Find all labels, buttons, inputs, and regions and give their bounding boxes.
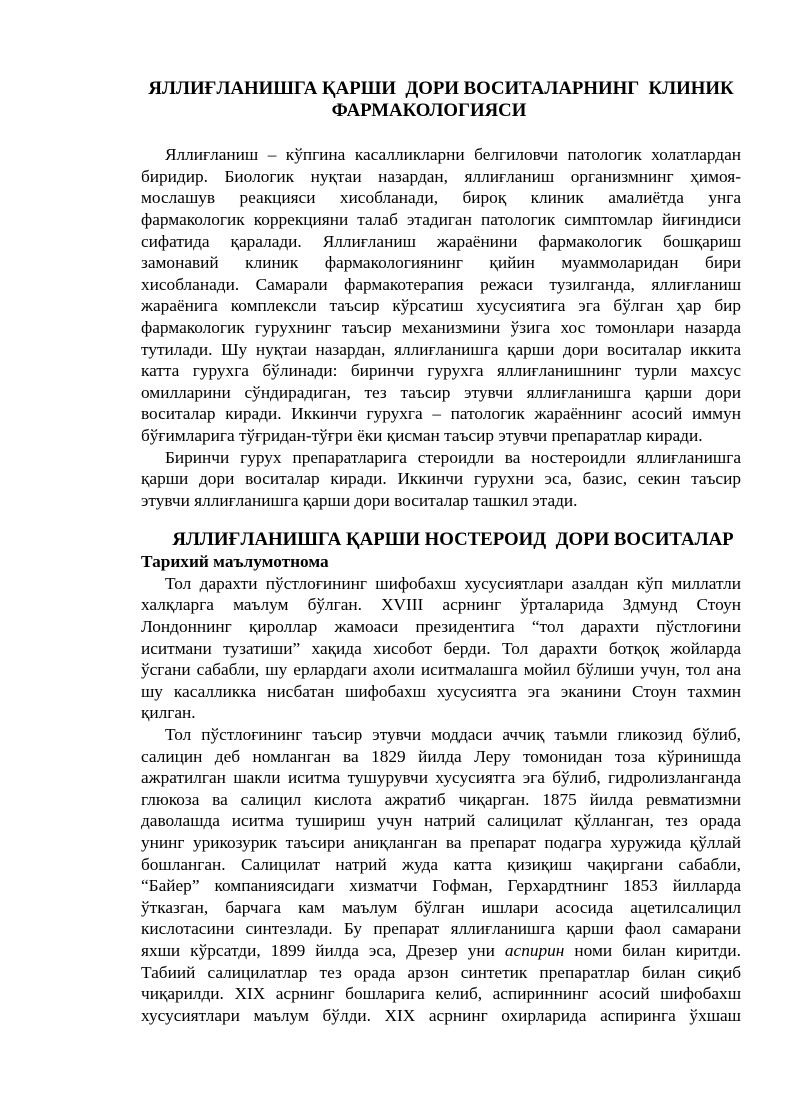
- document-body: [141, 78, 741, 1026]
- paragraph-line: замонавий клиник фармакологиянинг қийин муаммоларидан бири: [141, 253, 741, 273]
- paragraph-line: халқларга маълум бўлган. XVIII асрнинг ўрталарида Здмунд Стоун: [141, 595, 741, 615]
- paragraph-4: [141, 724, 741, 1026]
- paragraph-line: шу касалликка нисбатан шифобахш хусусиятга эга эканини Стоун тахмин: [141, 681, 741, 701]
- paragraph-line: қарши дори воситалар киради. Иккинчи гурухни эса, базис, секин таъсир: [141, 469, 741, 489]
- paragraph-line: бошланган. Салицилат натрий жуда катта қизиқиш чақиргани сабабли,: [141, 854, 741, 874]
- paragraph-line: ажратилган шакли иситма тушурувчи хусусиятга эга бўлиб, гидролизланганда: [141, 768, 741, 788]
- line-text: номи билан киритди.: [564, 940, 741, 960]
- paragraph-line: фармакологик гурухнинг таъсир механизмини ўзига хос томонлари назарда: [141, 317, 741, 337]
- paragraph-line: этувчи яллиғланишга қарши дори воситалар ташкил этади.: [141, 490, 578, 510]
- paragraph-line: Лондоннинг қироллар жамоаси президентига “тол дарахти пўстлоғини: [141, 617, 741, 637]
- paragraph-3: [141, 573, 741, 724]
- paragraph-line: глюкоза ва салицил кислота ажратиб чиқарган. 1875 йилда ревматизмни: [141, 789, 741, 809]
- section-subheading: Тарихий маълумотнома: [141, 552, 329, 572]
- paragraph-line: хусусиятлари маълум бўлди. XIX асрнинг охирларида аспиринга ўхшаш: [141, 1005, 741, 1025]
- paragraph-line: даволашда иситма тушириш учун натрий салицилат қўлланган, тез орада: [141, 811, 741, 831]
- paragraph-1: [141, 144, 741, 446]
- paragraph-line: иситмани тузатиши” хақида хисобот берди. Тол дарахти ботқоқ жойларда: [141, 638, 741, 658]
- paragraph-line: ўтказган, барчага кам маълум бўлган ишлари асосида ацетилсалицил: [141, 897, 741, 917]
- paragraph-line: хисобланади. Самарали фармакотерапия режаси тузилганда, яллиғланиш: [141, 274, 741, 294]
- paragraph-line: “Байер” компаниясидаги хизматчи Гофман, Герхардтнинг 1853 йилларда: [141, 876, 741, 896]
- paragraph-line: унинг урикозурик таъсири аниқланган ва препарат подагра хуружида қўллай: [141, 833, 741, 852]
- line-text: яхши кўрсатди, 1899 йилда эса, Дрезер уни: [141, 940, 505, 960]
- paragraph-line: қилган.: [141, 703, 196, 723]
- paragraph-line: бўғимларига тўғридан-тўғри ёки қисман таъсир этувчи препаратлар киради.: [141, 425, 703, 445]
- paragraph-line: Яллиғланиш – кўпгина касалликларни белгиловчи патологик холатлардан: [165, 145, 741, 165]
- paragraph-line: Тол дарахти пўстлоғининг шифобахш хусусиятлари азалдан кўп миллатли: [165, 573, 741, 593]
- paragraph-line: сифатида қаралади. Яллиғланиш жараёнини фармакологик бошқариш: [141, 231, 741, 251]
- paragraph-line: жараёнига комплексли таъсир кўрсатиш хусусиятига эга бўлган ҳар бир: [141, 296, 741, 316]
- paragraph-line: тутилади. Шу нуқтаи назардан, яллиғланишга қарши дори воситалар иккита: [141, 339, 741, 359]
- paragraph-line: омилларини сўндирадиган, тез таъсир этувчи яллиғланишга қарши дори: [141, 382, 741, 402]
- document-title: [141, 78, 741, 121]
- paragraph-line: биридир. Биологик нуқтаи назардан, яллиғланиш организмнинг ҳимоя-: [141, 166, 741, 186]
- paragraph-line: чиқарилди. XIX асрнинг бошларига келиб, аспириннинг асосий шифобахш: [141, 984, 741, 1004]
- paragraph-2: [141, 447, 741, 512]
- section-heading: ЯЛЛИҒЛАНИШГА ҚАРШИ НОСТЕРОИД ДОРИ ВОСИТАЛАР: [172, 529, 734, 551]
- paragraph-line: салицин деб номланган ва 1829 йилда Леру томонидан тоза кўринишда: [141, 746, 741, 766]
- paragraph-line: катта гурухга бўлинади: биринчи гурухга яллиғланишнинг турли махсус: [141, 361, 741, 381]
- paragraph-line: [141, 940, 741, 962]
- title-line-2: ФАРМАКОЛОГИЯСИ: [331, 99, 527, 121]
- paragraph-line: Табиий салицилатлар тез орада арзон синтетик препаратлар билан сиқиб: [141, 962, 741, 982]
- paragraph-line: кислотасини синтезлади. Бу препарат яллиғланишга қарши фаол самарани: [141, 919, 741, 939]
- paragraph-line: воситалар киради. Иккинчи гурухга – патологик жараённинг асосий иммун: [141, 404, 741, 424]
- paragraph-line: Тол пўстлоғининг таъсир этувчи моддаси аччиқ таъмли гликозид бўлиб,: [165, 725, 741, 745]
- paragraph-line: мослашув реакцияси хисобланади, бироқ клиник амалиётда унга: [141, 188, 741, 208]
- italic-term: аспирин: [504, 940, 565, 960]
- paragraph-line: Биринчи гурух препаратларига стероидли ва ностероидли яллиғланишга: [165, 447, 741, 467]
- paragraph-line: ўсгани сабабли, шу ерлардаги ахоли иситмалашга мойил бўлиши учун, тол ана: [141, 660, 741, 680]
- paragraph-line: фармакологик коррекцияни талаб этадиган патологик симптомлар йиғиндиси: [141, 209, 741, 229]
- title-line-1: ЯЛЛИҒЛАНИШГА ҚАРШИ ДОРИ ВОСИТАЛАРНИНГ КЛИНИК: [148, 78, 734, 99]
